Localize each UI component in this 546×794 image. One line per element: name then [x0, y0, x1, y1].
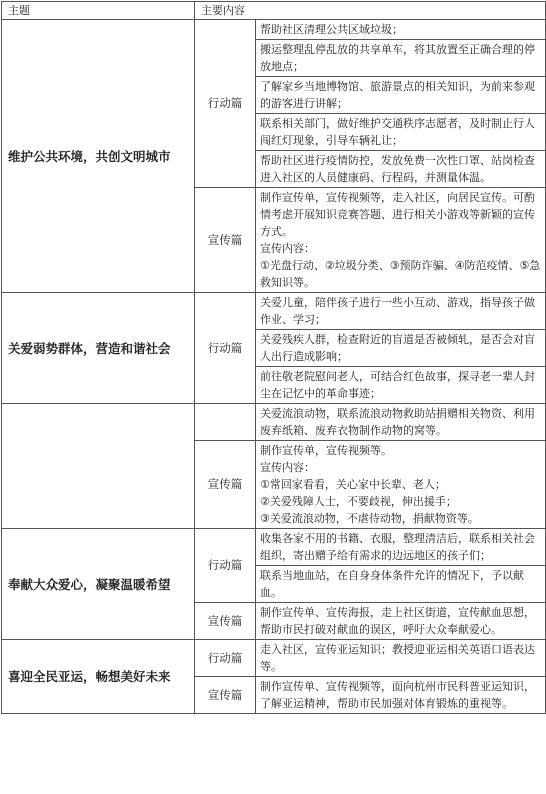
content-item: 关爱残疾人群，检查附近的盲道是否被倾轧，是否会对盲人出行造成影响；: [256, 330, 546, 367]
header-row: [2, 2, 546, 20]
content-item: 帮助社区清理公共区域垃圾；: [256, 20, 546, 40]
promo-line: ①常回家看看，关心家中长辈、老人；: [260, 478, 446, 491]
category-promo: 宣传篇: [195, 677, 256, 714]
category-action: 行动篇: [195, 640, 256, 677]
promo-line: 制作宣传单，宣传视频等。: [260, 444, 392, 457]
activity-plan-table: [1, 1, 546, 714]
category-action: 行动篇: [195, 293, 256, 404]
content-item: 前往敬老院慰问老人，可结合红色故事，探寻老一辈人封尘在记忆中的革命事迹；: [256, 367, 546, 404]
content-item: 关爱流浪动物，联系流浪动物救助站捐赠相关物资、利用废弃纸箱、废弃衣物制作动物的窝等。: [256, 404, 546, 441]
table-row: [2, 404, 546, 441]
table-row: [2, 640, 546, 677]
theme-cell: 关爱弱势群体，营造和谐社会: [2, 293, 195, 404]
promo-line: ①光盘行动、②垃圾分类、③预防诈骗、④防范疫情、⑤急救知识等。: [260, 259, 541, 289]
content-item: 收集各家不用的书籍、衣服，整理清洁后，联系相关社会组织，寄出赠予给有需求的边远地区的孩子们；: [256, 529, 546, 566]
theme-cell: 奉献大众爱心，凝聚温暖希望: [2, 529, 195, 640]
content-item: 联系相关部门，做好维护交通秩序志愿者，及时制止行人闯红灯现象，引导车辆礼让；: [256, 114, 546, 151]
table-row: [2, 293, 546, 330]
promo-line: ②关爱残障人士，不要歧视，伸出援手；: [260, 495, 457, 508]
content-item: 关爱儿童，陪伴孩子进行一些小互动、游戏，指导孩子做作业、学习；: [256, 293, 546, 330]
category-promo: 宣传篇: [195, 441, 256, 529]
content-item: 搬运整理乱停乱放的共享单车，将其放置至正确合理的停放地点；: [256, 40, 546, 77]
category-action: 行动篇: [195, 529, 256, 603]
header-theme: 主题: [2, 2, 195, 20]
content-item: [256, 188, 546, 293]
content-item: 制作宣传单、宣传海报，走上社区街道，宣传献血思想，帮助市民打破对献血的误区，呼吁大众奉献爱心。: [256, 603, 546, 640]
theme-cell-empty: [2, 404, 195, 529]
header-content: 主要内容: [195, 2, 546, 20]
promo-line: 制作宣传单，宣传视频等，走入社区，向居民宣传。可酌情考虑开展知识竞赛答题、进行相关小游戏等新颖的宣传方式。: [260, 191, 535, 238]
theme-cell: 维护公共环境，共创文明城市: [2, 20, 195, 293]
promo-line: 宣传内容：: [260, 242, 315, 255]
table-row: [2, 529, 546, 566]
content-item: [256, 441, 546, 529]
content-item: 帮助社区进行疫情防控，发放免费一次性口罩、站岗检查进入社区的人员健康码、行程码，并测量体温。: [256, 151, 546, 188]
category-promo: 宣传篇: [195, 603, 256, 640]
table-row: [2, 20, 546, 40]
content-item: 制作宣传单、宣传视频等，面向杭州市民科普亚运知识，了解亚运精神，帮助市民加强对体育锻炼的重视等。: [256, 677, 546, 714]
content-item: 走入社区，宣传亚运知识；教授迎亚运相关英语口语表达等。: [256, 640, 546, 677]
category-empty: [195, 404, 256, 441]
content-item: 联系当地血站，在自身身体条件允许的情况下，予以献血。: [256, 566, 546, 603]
category-action: 行动篇: [195, 20, 256, 188]
category-promo: 宣传篇: [195, 188, 256, 293]
content-item: 了解家乡当地博物馆、旅游景点的相关知识，为前来参观的游客进行讲解；: [256, 77, 546, 114]
promo-line: 宣传内容：: [260, 461, 315, 474]
theme-cell: 喜迎全民亚运，畅想美好未来: [2, 640, 195, 714]
promo-line: ③关爱流浪动物，不虐待动物，捐献物资等。: [260, 512, 479, 525]
